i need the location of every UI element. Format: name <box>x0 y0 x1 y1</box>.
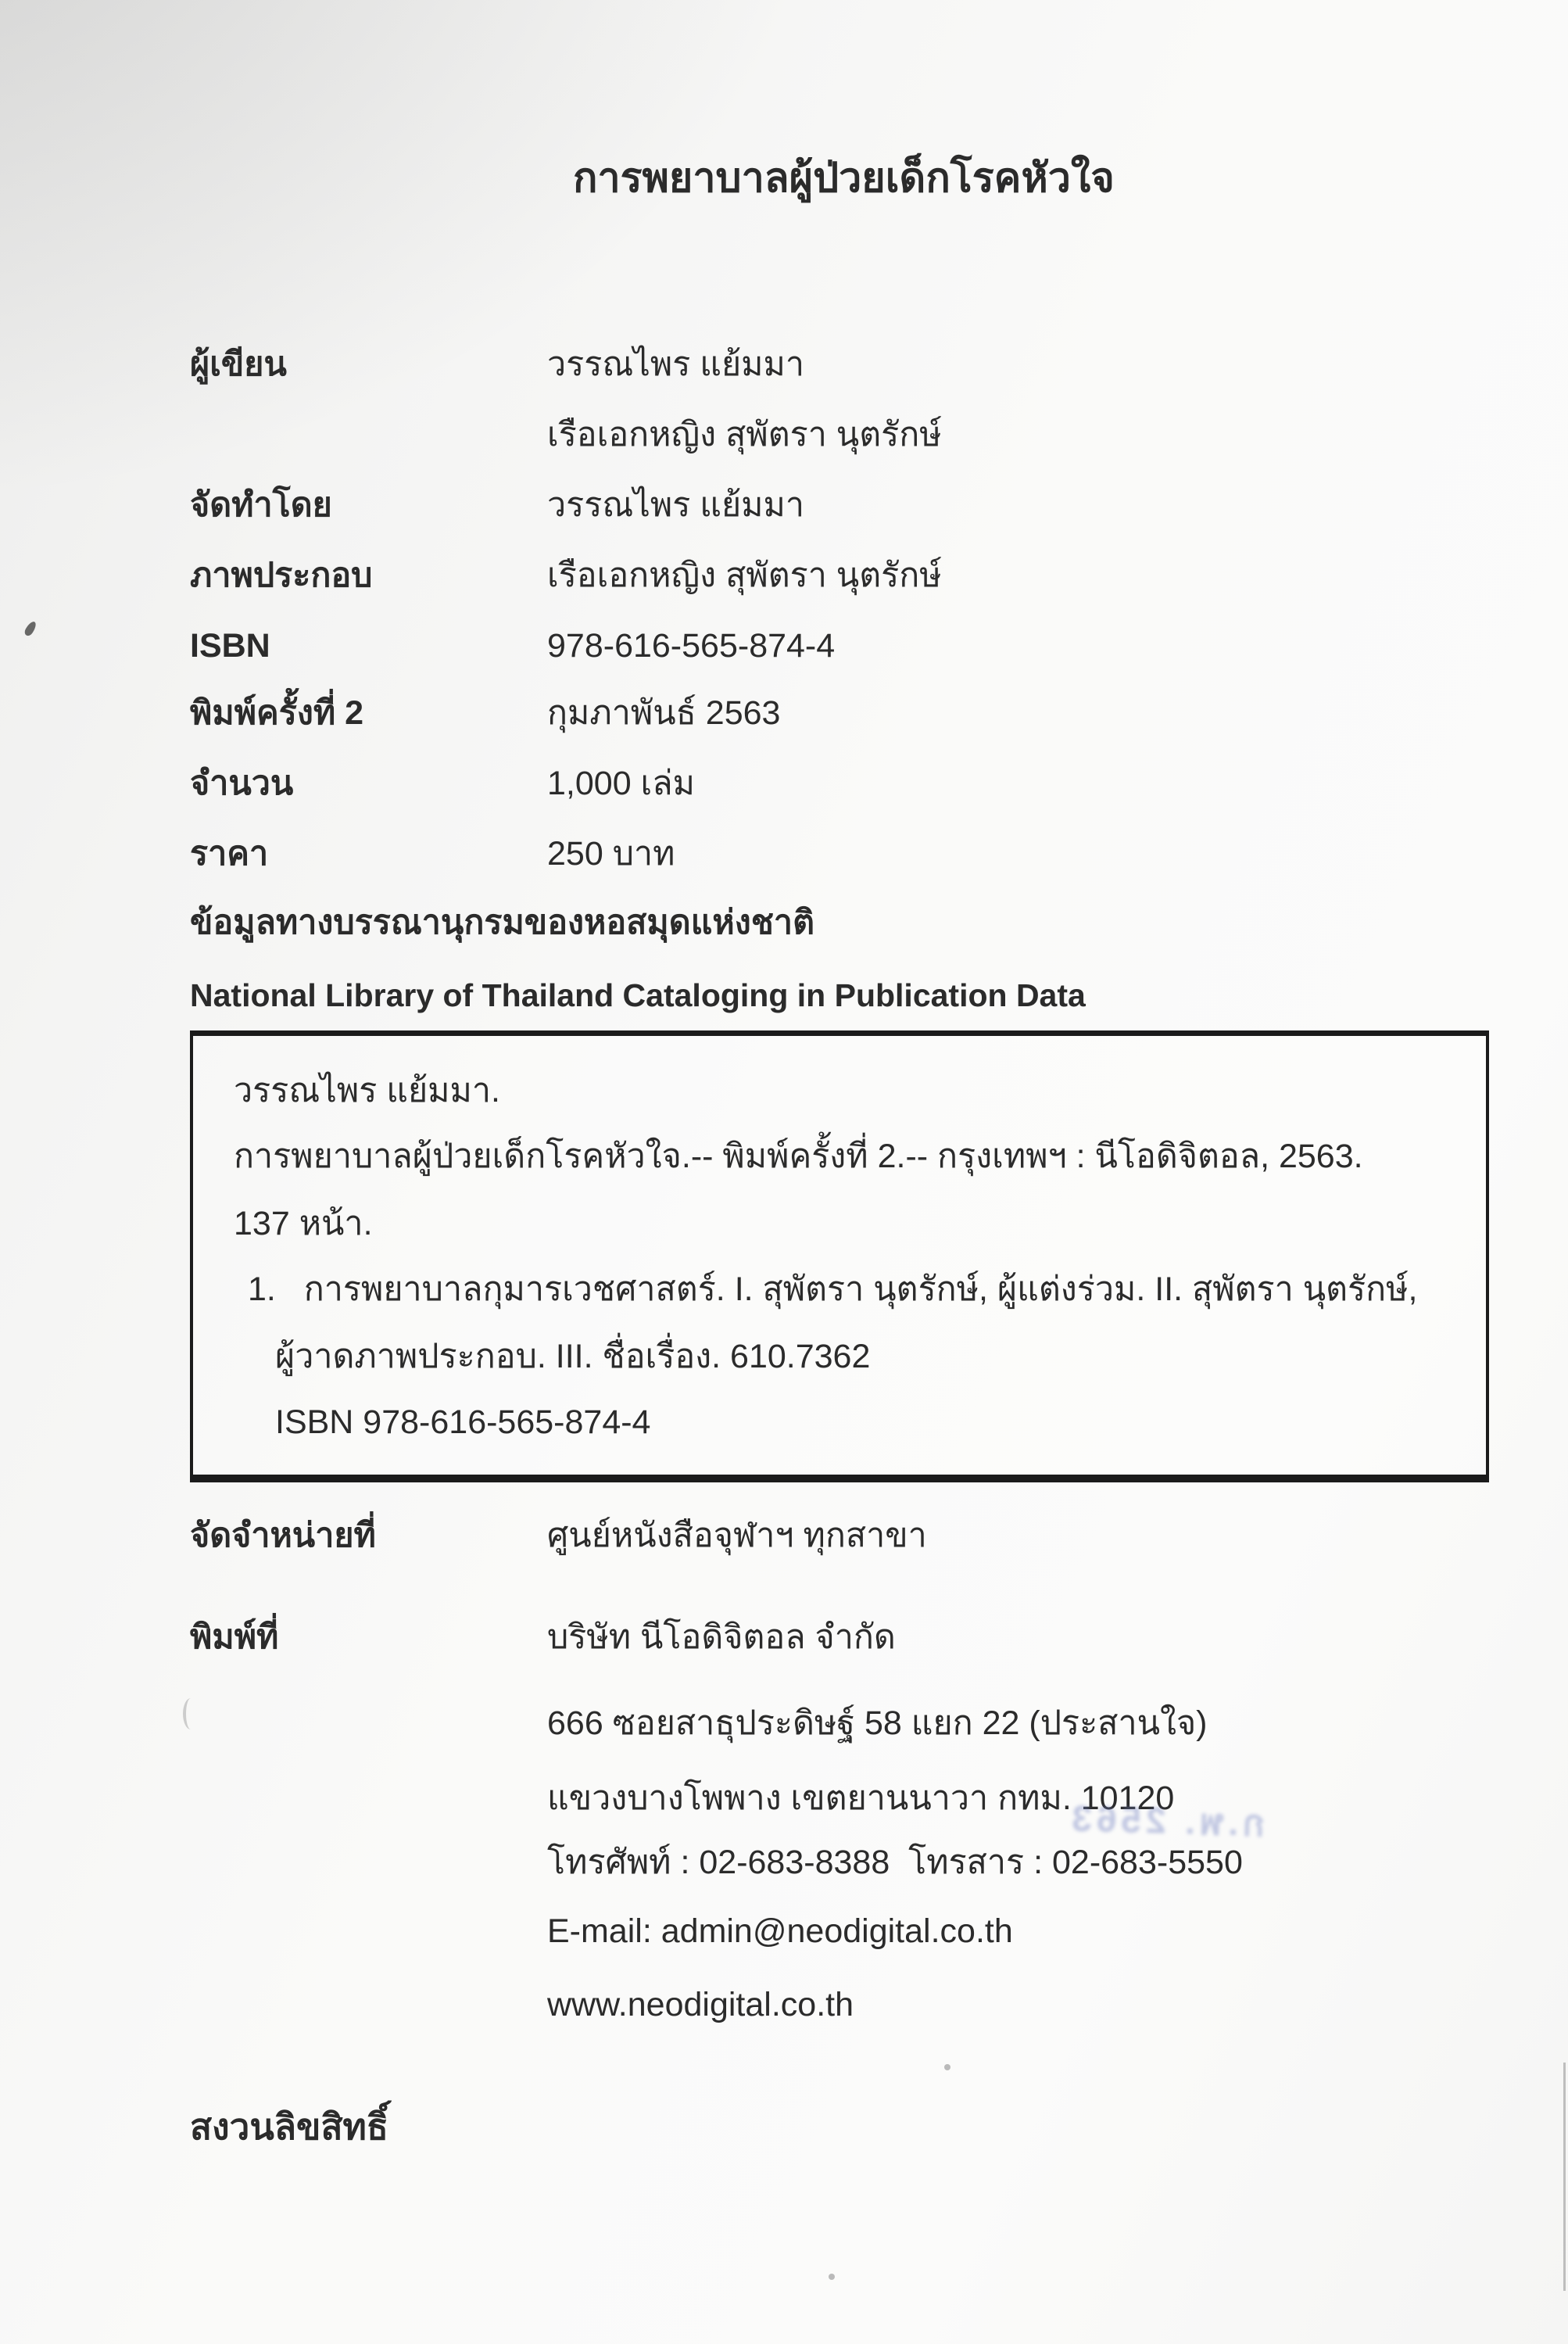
cip-title-line: การพยาบาลผู้ป่วยเด็กโรคหัวใจ.-- พิมพ์ครั้งที่ 2.-- กรุงเทพฯ : นีโอดิจิตอล, 2563. <box>234 1138 1363 1175</box>
printer-company: บริษัท นีโอดิจิตอล จำกัด <box>547 1618 896 1656</box>
printer-label: พิมพ์ที่ <box>190 1618 279 1656</box>
co-author-name: เรือเอกหญิง สุพัตรา นุตรักษ์ <box>547 416 942 453</box>
scan-speck-comma <box>23 620 38 637</box>
scan-speck-paren <box>183 1698 199 1729</box>
printer-website: www.neodigital.co.th <box>547 1986 854 2023</box>
cip-tracing-line: ผู้วาดภาพประกอบ. III. ชื่อเรื่อง. 610.7362 <box>275 1338 871 1375</box>
distributor-value: ศูนย์หนังสือจุฬาฯ ทุกสาขา <box>547 1517 927 1554</box>
illustration-label: ภาพประกอบ <box>190 557 373 594</box>
illustrator-name: เรือเอกหญิง สุพัตรา นุตรักษ์ <box>547 557 942 594</box>
quantity-value: 1,000 เล่ม <box>547 765 695 802</box>
cip-pages-line: 137 หน้า. <box>234 1205 373 1242</box>
scan-speck-dot <box>944 2064 950 2070</box>
producer-name: วรรณไพร แย้มมา <box>547 486 804 524</box>
edition-label: พิมพ์ครั้งที่ 2 <box>190 694 364 732</box>
ink-stamp-showthrough: ก.พ. 2563 <box>1066 1797 1265 1844</box>
printer-email-line: E-mail: admin@neodigital.co.th <box>547 1912 1013 1950</box>
page-title: การพยาบาลผู้ป่วยเด็กโรคหัวใจ <box>573 156 1115 201</box>
price-label: ราคา <box>190 835 269 873</box>
distributor-label: จัดจำหน่ายที่ <box>190 1517 376 1554</box>
cip-isbn-line: ISBN 978-616-565-874-4 <box>275 1403 651 1441</box>
cip-heading-english: National Library of Thailand Cataloging in Publication Data <box>190 977 1086 1013</box>
producer-label: จัดทำโดย <box>190 486 332 524</box>
isbn-label: ISBN <box>190 627 270 665</box>
scan-speck-dot <box>829 2274 835 2280</box>
author-name: วรรณไพร แย้มมา <box>547 346 804 383</box>
cip-cataloging-box <box>190 1030 1489 1482</box>
isbn-value: 978-616-565-874-4 <box>547 627 836 665</box>
copyright-notice: สงวนลิขสิทธิ์ <box>190 2106 388 2147</box>
cip-subject-line: 1. การพยาบาลกุมารเวชศาสตร์. I. สุพัตรา นุตรักษ์, ผู้แต่งร่วม. II. สุพัตรา นุตรักษ์, <box>248 1271 1418 1308</box>
cip-author-line: วรรณไพร แย้มมา. <box>234 1072 500 1109</box>
printer-phone-line: โทรศัพท์ : 02-683-8388 โทรสาร : 02-683-5550 <box>547 1844 1243 1881</box>
scan-edge-line <box>1563 2063 1566 2291</box>
price-value: 250 บาท <box>547 835 675 873</box>
author-label: ผู้เขียน <box>190 346 287 383</box>
printer-address-line2: แขวงบางโพพาง เขตยานนาวา กทม. 10120 <box>547 1780 1175 1817</box>
quantity-label: จำนวน <box>190 765 294 802</box>
edition-date: กุมภาพันธ์ 2563 <box>547 694 781 732</box>
printer-address-line1: 666 ซอยสาธุประดิษฐ์ 58 แยก 22 (ประสานใจ) <box>547 1704 1208 1742</box>
cip-heading-thai: ข้อมูลทางบรรณานุกรมของหอสมุดแห่งชาติ <box>190 904 815 941</box>
